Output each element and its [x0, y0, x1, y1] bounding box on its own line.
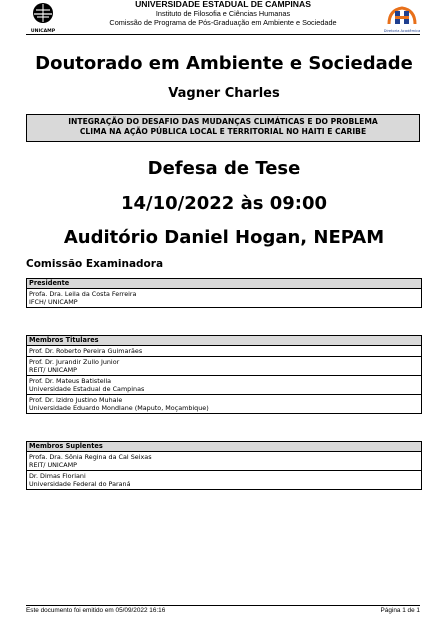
- program-title: Doutorado em Ambiente e Sociedade: [35, 53, 413, 74]
- document-header: [26, 0, 420, 34]
- member-row: [27, 356, 421, 375]
- president-section: [26, 278, 422, 308]
- candidate-name: Vagner Charles: [168, 86, 280, 101]
- member-row: [27, 289, 421, 307]
- member-row: [27, 394, 421, 413]
- diretoria-academica-logo: [384, 4, 420, 34]
- section-heading: Presidente: [27, 279, 421, 289]
- member-affiliation: Universidade Estadual de Campinas: [29, 385, 145, 393]
- thesis-title-box: [26, 114, 420, 142]
- footer-divider: [26, 605, 420, 606]
- substitute-members-section: [26, 441, 422, 490]
- university-name: UNIVERSIDADE ESTADUAL DE CAMPINAS: [135, 0, 311, 9]
- svg-text:UNICAMP: UNICAMP: [30, 29, 56, 34]
- member-affiliation: Universidade Federal do Paraná: [29, 480, 131, 488]
- issued-timestamp: Este documento foi emitido em 05/09/2022 16:16: [26, 607, 166, 614]
- svg-text:Diretoria Acadêmica: Diretoria Acadêmica: [384, 29, 420, 33]
- member-row: [27, 470, 421, 489]
- member-name: Prof. Dr. Izidro Justino Muhale: [29, 396, 123, 404]
- member-row: [27, 375, 421, 394]
- member-row: [27, 452, 421, 470]
- committee-heading: Comissão Examinadora: [26, 258, 164, 270]
- thesis-title-line-1: INTEGRAÇÃO DO DESAFIO DAS MUDANÇAS CLIMÁTICAS E DO PROBLEMA: [68, 117, 378, 126]
- unicamp-logo: [28, 2, 58, 34]
- member-name: Prof. Dr. Mateus Batistella: [29, 377, 112, 385]
- header-text: [66, 0, 380, 27]
- member-affiliation: IFCH/ UNICAMP: [29, 298, 78, 306]
- member-name: Profa. Dra. Sônia Regina da Cal Seixas: [29, 453, 152, 461]
- event-datetime: 14/10/2022 às 09:00: [120, 193, 328, 214]
- event-type: Defesa de Tese: [147, 158, 301, 179]
- member-affiliation: REIT/ UNICAMP: [29, 461, 77, 469]
- full-members-section: [26, 335, 422, 414]
- section-heading: Membros Titulares: [27, 336, 421, 346]
- member-row: [27, 346, 421, 356]
- section-heading: Membros Suplentes: [27, 442, 421, 452]
- member-name: Dr. Dimas Floriani: [29, 472, 86, 480]
- event-venue: Auditório Daniel Hogan, NEPAM: [63, 227, 385, 248]
- thesis-title-line-2: CLIMA NA AÇÃO PÚBLICA LOCAL E TERRITORIAL NO HAITI E CARIBE: [79, 127, 367, 136]
- member-name: Prof. Dr. Jurandir Zullo Junior: [29, 358, 120, 366]
- header-divider: [26, 34, 420, 35]
- member-affiliation: Universidade Eduardo Mondlane (Maputo, Moçambique): [29, 404, 209, 412]
- commission-name: Comissão de Programa de Pós-Graduação em Ambiente e Sociedade: [109, 18, 337, 27]
- member-name: Prof. Dr. Roberto Pereira Guimarães: [29, 347, 143, 355]
- member-name: Profa. Dra. Leila da Costa Ferreira: [29, 290, 137, 298]
- member-affiliation: REIT/ UNICAMP: [29, 366, 77, 374]
- institute-name: Instituto de Filosofia e Ciências Humanas: [155, 9, 291, 18]
- page-number: Página 1 de 1: [380, 607, 420, 614]
